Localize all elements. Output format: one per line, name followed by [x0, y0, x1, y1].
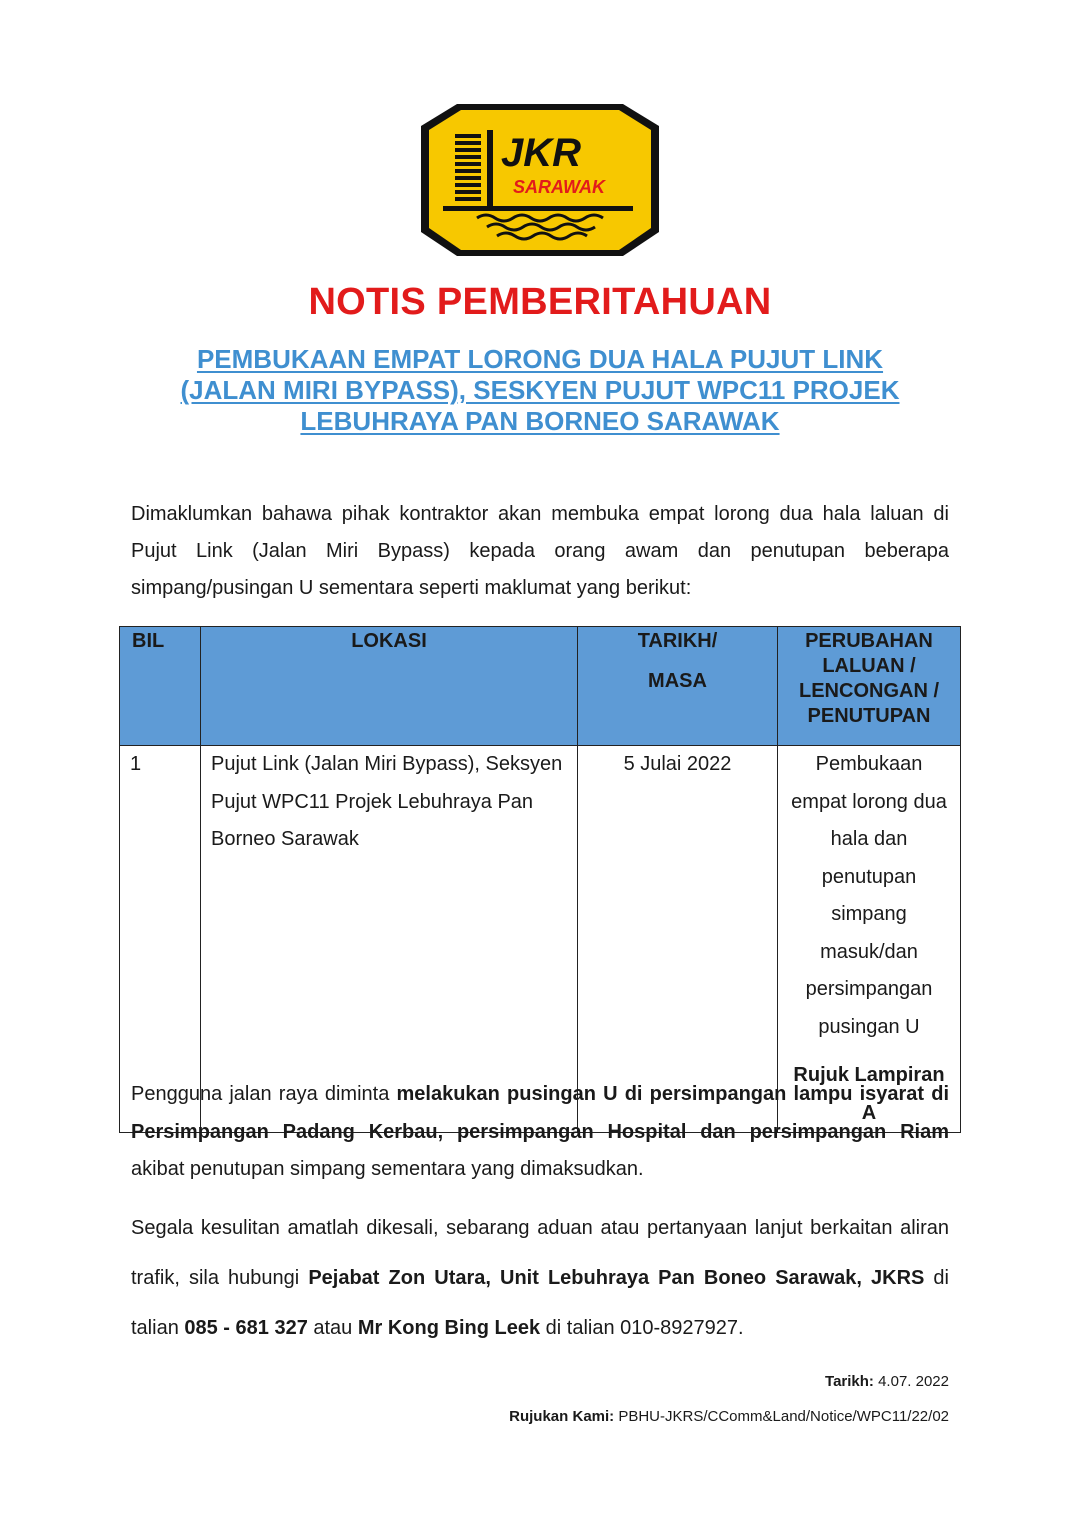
para2-bold-1: melakukan pusingan U di persimpangan lampu isyarat di Persimpangan Padang Kerbau, persimpangan Hospital dan persimpangan Riam — [131, 1083, 950, 1143]
subtitle-line-1: PEMBUKAAN EMPAT LORONG DUA HALA PUJUT LINK — [196, 344, 884, 374]
cell-perubahan — [778, 746, 961, 1133]
contact-paragraph — [131, 1203, 949, 1353]
subtitle-line-2: (JALAN MIRI BYPASS), SESKYEN PUJUT WPC11 PROJEK — [180, 375, 900, 405]
table-header-row — [120, 627, 961, 746]
cell-tarikh: 5 Julai 2022 — [578, 746, 778, 1133]
logo-jkr-text: JKR — [501, 131, 582, 175]
instruction-paragraph — [131, 1076, 949, 1189]
logo-sarawak-text: SARAWAK — [513, 177, 606, 197]
cell-rujuk-lampiran: Rujuk Lampiran A — [793, 1064, 945, 1124]
cell-lokasi: Pujut Link (Jalan Miri Bypass), Seksyen Pujut WPC11 Projek Lebuhraya Pan Borneo Sarawak — [201, 746, 578, 1133]
notice-title: NOTIS PEMBERITAHUAN — [308, 281, 772, 323]
header-bil: BIL — [120, 627, 201, 746]
para3-bold-contact-name: Mr Kong Bing Leek — [357, 1317, 541, 1339]
para2-text-1: Pengguna jalan raya diminta — [131, 1083, 397, 1105]
header-tarikh-line-1: TARIKH/ — [637, 630, 718, 652]
header-perubahan: PERUBAHAN LALUAN / LENCONGAN / PENUTUPAN — [778, 627, 961, 746]
notice-reference — [509, 1408, 949, 1425]
cell-perubahan-text: Pembukaan empat lorong dua hala dan penutupan simpang masuk/dan persimpangan pusingan U — [791, 753, 947, 1038]
para3-text-4: di talian 010-8927927. — [540, 1317, 744, 1339]
notice-date — [825, 1373, 949, 1390]
reference-value: PBHU-JKRS/CComm&Land/Notice/WPC11/22/02 — [614, 1408, 949, 1425]
para3-bold-office: Pejabat Zon Utara, Unit Lebuhraya Pan Boneo Sarawak, JKRS — [308, 1267, 925, 1289]
header-tarikh — [578, 627, 778, 746]
intro-paragraph: Dimaklumkan bahawa pihak kontraktor akan membuka empat lorong dua hala laluan di Pujut Link (Jalan Miri Bypass) kepada orang awam dan penutupan beberapa simpang/pusingan U sementara seperti maklumat yang berikut: — [131, 503, 949, 599]
para3-text-1: Segala kesulitan amatlah dikesali, sebarang aduan atau pertanyaan lanjut berkaitan aliran trafik, sila hubungi — [131, 1217, 949, 1289]
date-label: Tarikh: — [825, 1373, 874, 1390]
header-tarikh-line-2: MASA — [648, 670, 707, 692]
para3-text-3: atau — [307, 1317, 358, 1339]
notice-table — [119, 626, 961, 1133]
subtitle-line-3: LEBUHRAYA PAN BORNEO SARAWAK — [300, 406, 780, 436]
jkr-sarawak-logo — [417, 100, 663, 260]
para3-bold-phone: 085 - 681 327 — [184, 1317, 308, 1339]
para3-text-2: di talian — [131, 1267, 949, 1339]
date-value: 4.07. 2022 — [873, 1373, 949, 1390]
table-row — [120, 746, 961, 1133]
header-lokasi: LOKASI — [201, 627, 578, 746]
cell-bil: 1 — [120, 746, 201, 1133]
reference-label: Rujukan Kami: — [509, 1408, 615, 1425]
notice-subtitle — [130, 344, 950, 437]
para2-text-2: akibat penutupan simpang sementara yang dimaksudkan. — [131, 1158, 644, 1180]
